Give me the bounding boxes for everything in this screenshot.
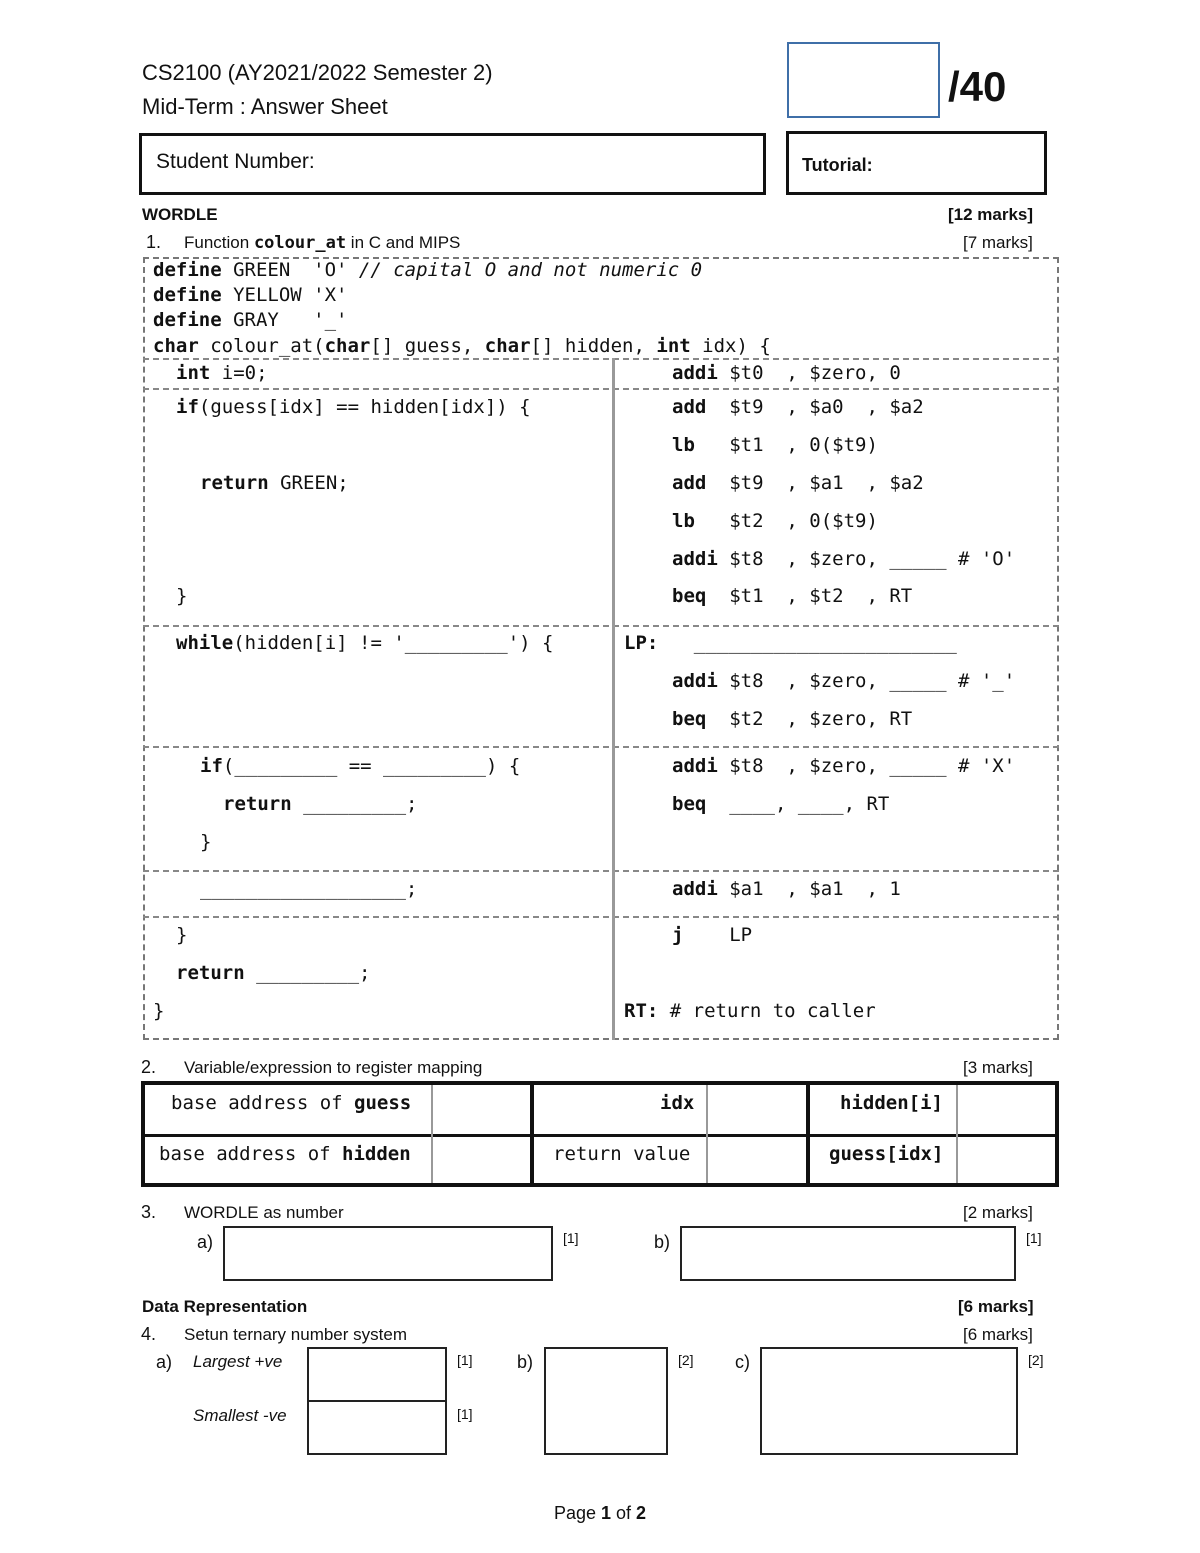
mips-lp-line: LP: _______________________ [624,632,957,654]
smallest-negative-label: Smallest -ve [193,1406,287,1425]
q3b-mark: [1] [1026,1230,1042,1246]
mapping-answer-cell[interactable] [434,1087,526,1131]
q4b-mark: [2] [678,1352,694,1368]
tutorial-field[interactable] [786,131,1047,195]
table-col-divider [431,1085,433,1183]
mapping-label-guess-base: base address of guess [171,1092,412,1114]
mapping-answer-cell[interactable] [709,1087,803,1131]
q3b-answer-box[interactable] [680,1226,1016,1281]
c-line: return _________; [176,962,371,984]
define-green: define GREEN 'O' // capital O and not numeric 0 [153,259,703,281]
mips-line: beq ____, ____, RT [672,793,890,815]
c-line: return _________; [223,793,418,815]
q3-text: WORDLE as number [184,1203,344,1222]
c-line: __________________; [200,878,418,900]
q4a-largest-mark: [1] [457,1352,473,1368]
q3-number: 3. [141,1202,157,1222]
code-column-divider [612,358,615,1040]
mips-line: beq $t2 , $zero, RT [672,708,913,730]
score-box[interactable] [787,42,940,118]
q4a-smallest-answer-box[interactable] [307,1400,447,1455]
mips-line: lb $t1 , 0($t9) [672,434,878,456]
code-divider [143,388,1059,390]
c-line: } [200,831,212,853]
q4-marks: [6 marks] [963,1325,1033,1344]
table-col-divider [806,1085,810,1183]
q3a-label: a) [197,1232,214,1252]
define-yellow: define YELLOW 'X' [153,284,348,306]
mapping-label-hidden-i: hidden[i] [840,1092,943,1114]
section-title-data-rep: Data Representation [142,1297,308,1316]
q4c-mark: [2] [1028,1352,1044,1368]
mips-line: lb $t2 , 0($t9) [672,510,878,532]
section-marks-wordle: [12 marks] [948,205,1034,224]
c-line: } [153,1000,165,1022]
code-divider [143,916,1059,918]
sheet-subtitle: Mid-Term : Answer Sheet [142,94,388,119]
q2-text: Variable/expression to register mapping [184,1058,483,1077]
q2-number: 2. [141,1057,157,1077]
mapping-label-hidden-base: base address of hidden [159,1143,411,1165]
q4-number: 4. [141,1324,157,1344]
code-divider [143,746,1059,748]
mips-line: addi $t8 , $zero, _____ # 'O' [672,548,1016,570]
q3-marks: [2 marks] [963,1203,1033,1222]
mips-line: add $t9 , $a0 , $a2 [672,396,924,418]
q4c-answer-box[interactable] [760,1347,1018,1455]
c-line: if(_________ == _________) { [200,755,521,777]
section-title-wordle: WORDLE [142,205,218,224]
c-line: while(hidden[i] != '_________') { [176,632,554,654]
course-title: CS2100 (AY2021/2022 Semester 2) [142,60,493,85]
mapping-answer-cell[interactable] [959,1087,1053,1131]
mips-line: beq $t1 , $t2 , RT [672,585,913,607]
table-row-divider [145,1134,1055,1137]
q1-number: 1. [146,232,162,252]
c-line: return GREEN; [200,472,349,494]
mapping-label-idx: idx [660,1092,695,1114]
code-divider [143,870,1059,872]
table-col-divider [956,1085,958,1183]
table-col-divider [706,1085,708,1183]
define-gray: define GRAY '_' [153,309,348,331]
c-line: } [176,585,188,607]
student-number-label: Student Number: [156,150,315,173]
q4-text: Setun ternary number system [184,1325,407,1344]
section-marks-data-rep: [6 marks] [958,1297,1034,1316]
register-mapping-table [141,1081,1059,1187]
mips-line: add $t9 , $a1 , $a2 [672,472,924,494]
q4b-answer-box[interactable] [544,1347,668,1455]
mips-line: j LP [672,924,753,946]
mapping-answer-cell[interactable] [434,1138,526,1182]
mips-rt-line: RT: # return to caller [624,1000,876,1022]
code-divider [143,625,1059,627]
q3a-answer-box[interactable] [223,1226,553,1281]
q4a-largest-answer-box[interactable] [307,1347,447,1402]
page-number: Page 1 of 2 [553,1503,647,1523]
student-number-field[interactable] [139,133,766,195]
mapping-label-guess-idx: guess[idx] [829,1143,944,1165]
q1-marks: [7 marks] [963,233,1033,252]
q1-text: Function colour_at in C and MIPS [184,233,461,253]
c-line: } [176,924,188,946]
c-line: if(guess[idx] == hidden[idx]) { [176,396,531,418]
mips-line: addi $t8 , $zero, _____ # 'X' [672,755,1016,777]
q2-marks: [3 marks] [963,1058,1033,1077]
q3b-label: b) [654,1232,671,1252]
tutorial-label: Tutorial: [802,155,873,175]
q3a-mark: [1] [563,1230,579,1246]
q4a-label: a) [156,1352,173,1372]
mapping-answer-cell[interactable] [959,1138,1053,1182]
q4b-label: b) [517,1352,534,1372]
largest-positive-label: Largest +ve [193,1352,283,1371]
score-total: /40 [948,63,1007,110]
table-col-divider [530,1085,534,1183]
mips-line: addi $a1 , $a1 , 1 [672,878,901,900]
q4a-smallest-mark: [1] [457,1406,473,1422]
c-line: int i=0; [176,362,268,384]
mapping-label-return-value: return value [553,1143,691,1165]
mapping-answer-cell[interactable] [709,1138,803,1182]
q4c-label: c) [735,1352,750,1372]
function-signature: char colour_at(char[] guess, char[] hidden, int idx) { [153,335,771,357]
mips-line: addi $t8 , $zero, _____ # '_' [672,670,1016,692]
mips-line: addi $t0 , $zero, 0 [672,362,901,384]
